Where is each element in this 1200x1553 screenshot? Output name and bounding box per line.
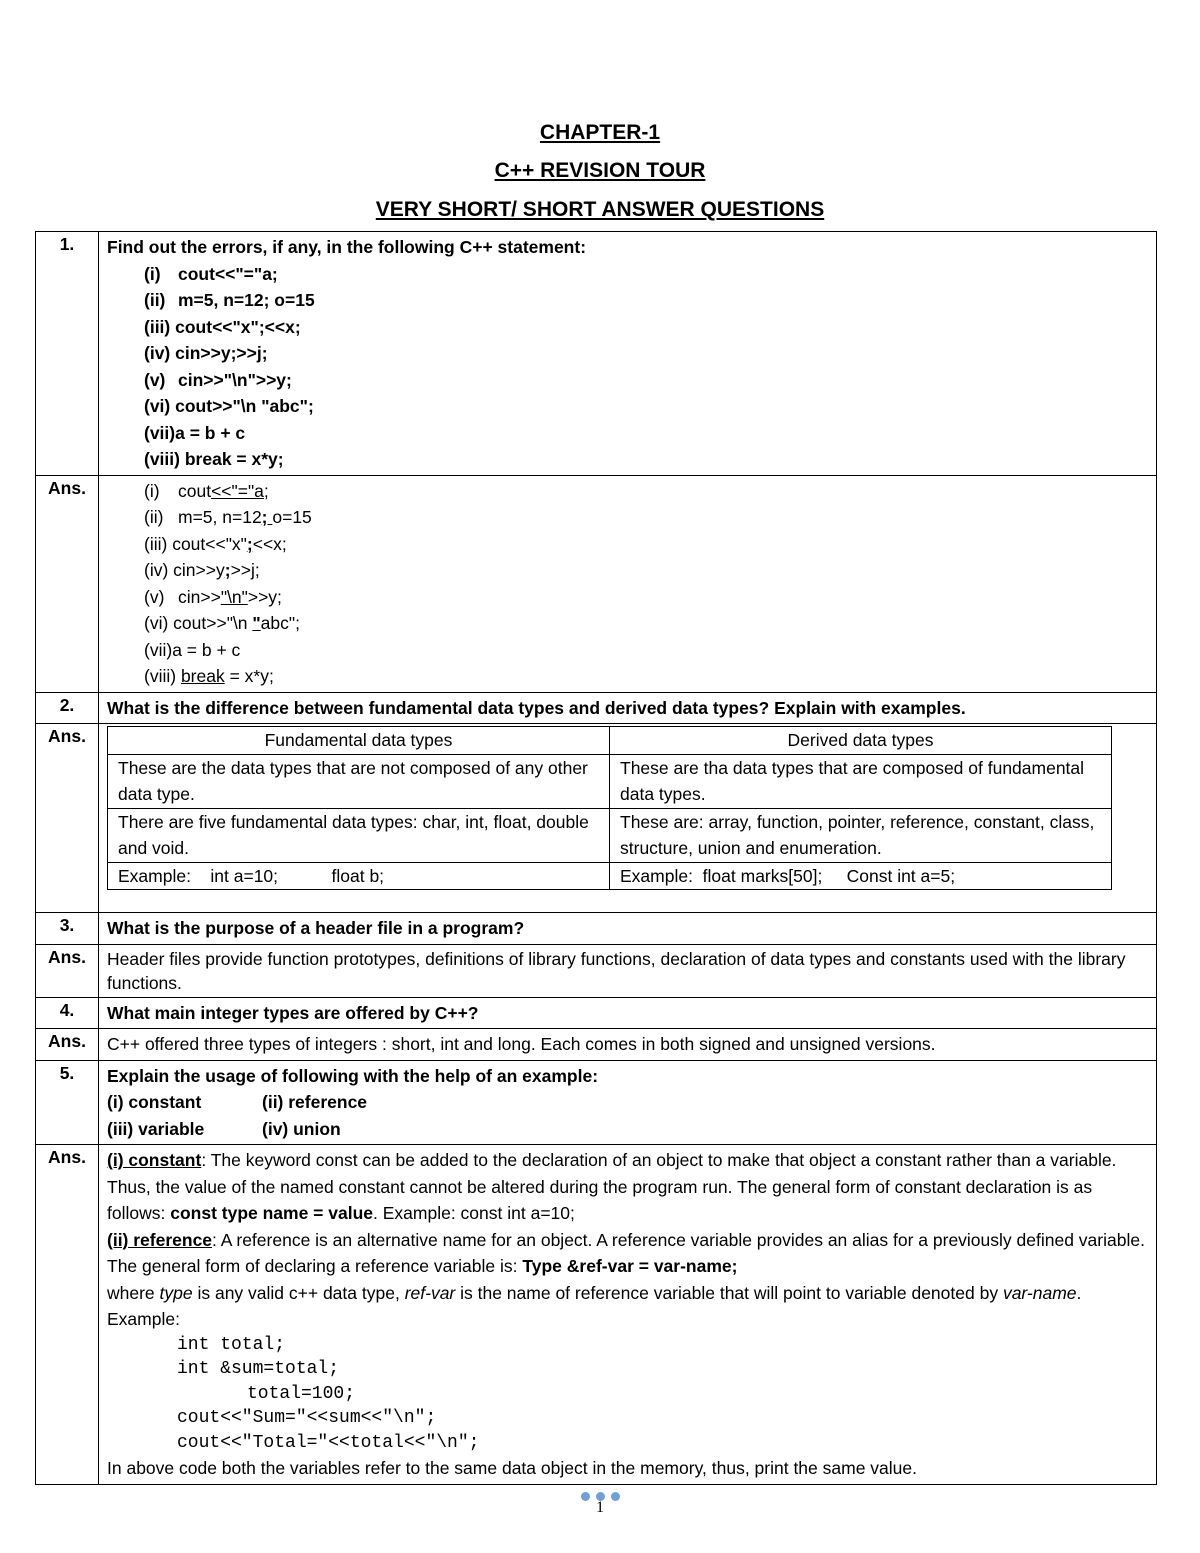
answer-item: (vii)a = b + c (144, 639, 241, 660)
answer-text: Header files provide function prototypes, definitions of library functions, declaration of data types and constants used with the library functions. (99, 944, 1157, 997)
answer-item: (v) cin>>"\n">>y; (144, 586, 282, 607)
answer-label: Ans. (36, 475, 99, 692)
answer-row-3 (36, 944, 1157, 997)
statement-item: (i) cout<<"="a; (144, 263, 278, 284)
question-number: 3. (36, 913, 99, 945)
statement-item: (iv) cin>>y;>>j; (144, 343, 268, 363)
statement-item: (iii) cout<<"x";<<x; (144, 316, 301, 337)
answer-label: Ans. (36, 724, 99, 913)
table-cell: These are: array, function, pointer, reference, constant, class, structure, union and enumeration. (610, 808, 1112, 862)
qa-table (35, 231, 1157, 1485)
data-types-table (107, 726, 1112, 890)
subject-title: C++ REVISION TOUR (494, 159, 706, 182)
question-text: What is the difference between fundamental data types and derived data types? Explain with examples. (99, 692, 1157, 724)
section-title: VERY SHORT/ SHORT ANSWER QUESTIONS (375, 198, 825, 221)
question-text: What main integer types are offered by C++? (99, 997, 1157, 1029)
statement-item: (vii)a = b + c (144, 422, 246, 443)
code-line: cout<<"Total="<<total<<"\n"; (177, 1432, 480, 1453)
answer-row-4 (36, 1029, 1157, 1061)
table-row (108, 808, 1112, 862)
table-header: Derived data types (610, 727, 1112, 755)
table-cell: Example: int a=10; float b; (108, 862, 610, 890)
table-cell: There are five fundamental data types: char, int, float, double and void. (108, 808, 610, 862)
question-row-4 (36, 997, 1157, 1029)
option-line: (iii) variable (iv) union (107, 1118, 341, 1139)
answer-label: Ans. (36, 1029, 99, 1061)
answer-item: (iv) cin>>y;>>j; (144, 560, 260, 580)
answer-item: (iii) cout<<"x";<<x; (144, 533, 287, 554)
statement-list (107, 261, 1148, 473)
table-row (108, 862, 1112, 890)
code-line: cout<<"Sum="<<sum<<"\n"; (177, 1408, 437, 1428)
question-text: Explain the usage of following with the help of an example: (107, 1065, 599, 1086)
answer-label: Ans. (36, 1145, 99, 1485)
code-line: total=100; (247, 1383, 356, 1404)
reference-paragraph: (ii) reference: A reference is an alternative name for an object. A reference variable provides an alias for a previously defined variable. The general form of declaring a reference variable is: Type &ref-var = var-name; (107, 1229, 1145, 1276)
constant-paragraph: (i) constant: The keyword const can be added to the declaration of an object to make that object a constant rather than a variable. Thus, the value of the named constant cannot be altered during the program run. The general form of constant declaration is as follows: const type name = value. Example: const int a=10; (107, 1150, 1117, 1223)
chapter-title: CHAPTER-1 (539, 121, 661, 144)
question-text: What is the purpose of a header file in a program? (99, 913, 1157, 945)
answer-item: (i) cout<<"="a; (144, 480, 269, 501)
code-line: int &sum=total; (177, 1359, 340, 1379)
statement-item: (vi) cout>>"\n "abc"; (144, 396, 314, 416)
answer-text: C++ offered three types of integers : short, int and long. Each comes in both signed and unsigned versions. (99, 1029, 1157, 1061)
question-row-5 (36, 1060, 1157, 1145)
answer-item: (vi) cout>>"\n "abc"; (144, 613, 300, 633)
question-number: 5. (36, 1060, 99, 1145)
table-cell: These are the data types that are not composed of any other data type. (108, 754, 610, 808)
question-row-2 (36, 692, 1157, 724)
answer-item: (viii) break = x*y; (144, 666, 274, 686)
table-header: Fundamental data types (108, 727, 610, 755)
statement-item: (ii) m=5, n=12; o=15 (144, 290, 315, 310)
table-cell: Example: float marks[50]; Const int a=5; (610, 862, 1112, 890)
answer-row-5 (36, 1145, 1157, 1485)
question-row-3 (36, 913, 1157, 945)
table-row (108, 754, 1112, 808)
question-text: Find out the errors, if any, in the following C++ statement: (107, 237, 587, 257)
example-label: Example: (107, 1309, 180, 1329)
question-number: 2. (36, 692, 99, 724)
answer-row-2 (36, 724, 1157, 913)
statement-item: (v) cin>>"\n">>y; (144, 369, 292, 390)
question-row-1 (36, 232, 1157, 476)
page-number: 1 (596, 1499, 604, 1516)
table-cell: These are tha data types that are composed of fundamental data types. (610, 754, 1112, 808)
answer-row-1 (36, 475, 1157, 692)
question-number: 4. (36, 997, 99, 1029)
statement-item: (viii) break = x*y; (144, 449, 284, 469)
question-number: 1. (36, 232, 99, 476)
reference-where: where type is any valid c++ data type, ref-var is the name of reference variable that will point to variable denoted by var-name. (107, 1282, 1082, 1303)
conclusion-text: In above code both the variables refer to the same data object in the memory, thus, print the same value. (107, 1458, 917, 1478)
option-line: (i) constant (ii) reference (107, 1092, 368, 1112)
answer-label: Ans. (36, 944, 99, 997)
code-line: int total; (177, 1334, 286, 1355)
answer-item: (ii) m=5, n=12; o=15 (144, 507, 312, 527)
